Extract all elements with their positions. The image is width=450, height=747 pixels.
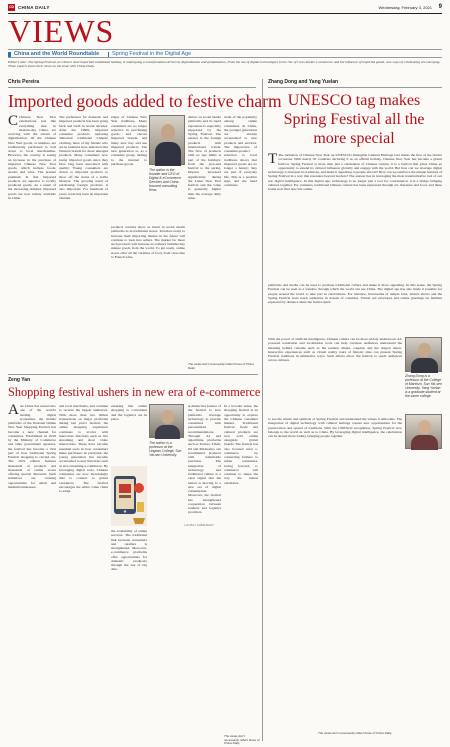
portrait-body-2 (155, 425, 180, 439)
article1-text-5: dation on social media platforms and its rapid expansion is especially supported by the Spring Festival. The answer is the foreign products with international trends. The flow of products with no age limits is part of the holidays: from the year-end festival to the spring. Imports increased significantly during the Lunar New Year festival and the value is generally higher than the average daily sales. (188, 115, 221, 200)
article1-col1 (8, 115, 56, 367)
article1-col2 (59, 115, 108, 367)
article1-col3 (111, 115, 147, 220)
article1-author-photo (149, 115, 185, 165)
article2-text-3: ensuring that online shopping is convenient and the logistics are in place. (111, 404, 147, 421)
roundtable-banner (8, 49, 442, 58)
article1-text-1: Chinese New Year celebrations, just like everything else in modern-day China, are evolving with the advent of digitalization. Of the Chinese New Year goods, or nianhuo, are traditionally purchased to boil down to local merchandise. However, the country is seeing an increase in the purchase of imported Chinese New Year goods, which include foods, snacks and wine. The present premium in that imported products are superior to locally produced goods. As a result of the increasing demand, imported goods are now widely available in China. (8, 115, 56, 200)
article3-col2 (268, 283, 442, 333)
article1-rule (8, 87, 256, 88)
portrait-body-4 (411, 435, 438, 450)
article2-col3b (111, 529, 147, 740)
article2-text-6: In a broader sense, the shopping festival is an opportunity to explore the Chinese consumer market. Traditional festival foods and cultural products are now sold online alongside global brands. The festival has also boosted rural e-commerce by connecting farmers to urban consumers. Going forward, e-commerce will continue to shape the way the nation celebrates. (224, 404, 258, 485)
dropcap-3: T (268, 153, 278, 167)
article3-col3 (268, 337, 402, 413)
section-title: VIEWS (8, 13, 115, 49)
portrait-head-2 (161, 410, 174, 424)
vertical-divider (262, 79, 263, 741)
article3-rule (268, 87, 442, 88)
article1-byline: Chris Pereira (8, 79, 40, 85)
article1-text-4: products actually show as much in social media platforms as in traditional stores. Travelers ready to increase their importing market in the future will continue to look into sellers. The market for more such products will increase as ordinary families buy unique goods from the world. To get ready, online stores offer all the varieties of food, from chocolate to French wine. (111, 225, 185, 259)
article2-footer: The views don't necessarily reflect those of China Daily. (224, 734, 260, 746)
article2-author-photo (149, 404, 184, 438)
article3-text-3: With the power of artificial intelligence, Chinese culture can be more widely understood. AI-powered translation and localization tools can help overseas audiences understand the meaning behind customs such as the reunion dinner, couplets and the dragon dance. Interactive experiences such as virtual reality tours of historic sites can present Spring Festival traditions in immersive ways. Such efforts allow the festival to reach audiences across cultures. (268, 337, 402, 363)
logo-mark: CD (8, 5, 15, 9)
banner-subtitle: Spring Festival in the Digital Age (112, 51, 192, 57)
article2-text-4: the availability of online services. The traditional link between consumers and retailers is strengthened. Moreover, e-commerce platforms offer opportunities for domestic producers through the use of big data. (111, 529, 147, 572)
article1-text-3: edges of Chinese New Year traditions. Many consumers are no longer selective in purchasing goods and choose imported brands, and many now buy and use imported products. The new generation is, as a consumer group, turning to the internet to purchase goods. (111, 115, 147, 166)
portrait-body-3 (411, 358, 438, 373)
article3-byline: Zhang Dong and Yang Yuelan (268, 79, 339, 85)
article3-col4 (268, 417, 402, 727)
photo-credit: LIU RUI / CHINA DAILY (184, 523, 214, 527)
date-line: Wednesday, February 3, 2021 (378, 5, 432, 10)
article1-col3b (111, 225, 185, 367)
article3-footer: The views don't necessarily reflect those of China Daily. (318, 731, 392, 735)
banner-bar (8, 52, 11, 57)
article1-col5 (188, 115, 221, 367)
banner-divider (108, 52, 109, 57)
left-divider (8, 374, 258, 375)
article3-text-4: to see the rituals and symbols of Spring Festival and understand the values it embodies. The integration of digital technology with cultural heritage creates new opportunities for the preservation and spread of traditions. With the UNESCO recognition, Spring Festival now belongs to the world as well as to China. By leveraging digital intelligence, the celebration can be shared more widely, bringing people together. (268, 417, 402, 438)
portrait-head-3 (418, 343, 431, 357)
editors-note: Editor's note: The Spring Festival, as China's most important traditional holiday, is undergoing a transformation driven by digitalization and globalization. From the use of digital technologies in the rise of cross-border e-commerce and the influence of imported goods, new ways of celebrating are emerging. Three experts share their views on the issue with China Daily. (8, 60, 441, 69)
article2-byline: Zeng Yan (8, 377, 31, 383)
article2-col2 (59, 404, 108, 740)
article2-col3 (111, 404, 147, 464)
article2-headline: Shopping festival ushers in new era of e-commerce (8, 385, 261, 399)
banner-title: China and the World Roundtable (14, 51, 100, 57)
article2-quote: The author is a professor at the Lingnan College, Sun Yat-sen University. (149, 441, 182, 458)
article1-text-2: The preference for domestic and imported products has been going back and forth in recent decades. After the 1990s, imported consumer products replacing 'imitation' traditional Chinese clothing, most of my friends who are in business here indicated that Western brands for more emerged products. Many consumers now prefer imported goods since they have long been associated with quality. Young consumers are drawn to imported products to show off the status of a stable lifestyle. The growing trend of purchasing foreign products is also important. For hundreds of years, trade has been an important channel. (59, 115, 108, 200)
article2-col1 (8, 404, 56, 740)
illustration (111, 466, 147, 526)
article1-text-6: trend of the popularity among online consumers. In China, the younger generation are already accustomed to new products and services. The importance of consumer-product selection to local traditions shows that imported goods are no longer a luxury; they are part of everyday life. This is a positive sign, and the trend continues. (224, 115, 257, 187)
article3-col1 (268, 153, 442, 279)
article2-text-1: As China has turned into one of the world's leading digital economies, the mobile platforms of the National Online New Year Shopping Festival has become a new channel for consumers. Established in 2019 by the Ministry of Commerce and other government agencies, the festival has become a vital part of how traditional Spring Festival shopping is carried out. The 2021 edition features thousands of products and thousands of online stores offering special discounts. Such initiatives are creating opportunities for small and medium businesses. (8, 404, 56, 489)
article2-text-2: and local merchants, and continue to receive the largest audiences. With more than two billion transactions on major platforms during last year's festival, the online shopping experience continues to evolve with innovative functions such as live streaming and short video interactions. These have become essential tools in how consumers make purchases. In particular, the young generation has become accustomed to new functions such as live-streaming e-commerce. By leveraging digital tools, Chinese companies are now increasingly able to connect to global customers. The festival encourages the entire value chain to adapt. (59, 404, 108, 493)
shopping-illustration (111, 466, 147, 526)
dropcap: C (8, 115, 19, 129)
article2-text-5: A distinctive feature of the festival is how platforms leverage technology to provide consumers with personalized recommendations. Through AI and algorithms, platforms such as Taobao, Tmall, JD and Pinduoduo can recommend products with remarkable precision. The integration of technology and traditional culture is a clear signal that the nation is moving to a new era of digital consumption. Moreover, the festival has strengthened cooperation between retailers and logistics providers. (188, 404, 221, 515)
article3-author-photo-1 (405, 337, 442, 372)
portrait-head (161, 124, 175, 140)
article3-headline: UNESCO tag makes Spring Festival all the more special (283, 92, 425, 147)
portrait-body (155, 142, 181, 166)
article3-text-2: platforms and media can be used to promote traditional culture and make it more appealing. In this sense, the Spring Festival can be seen as a window through which the world can see China. The digital age has also made it possible for people around the world to take part in celebrations. For instance, livestreams of temple fairs, lantern shows and the Spring Festival Gala reach audiences in dozens of countries. Virtual red envelopes and online greetings let families separated by distance share the festive spirit. (268, 283, 442, 304)
article1-footer: The views don't necessarily reflect those of China Daily. (188, 362, 254, 371)
article2-col6 (224, 404, 258, 734)
paper-name: CHINA DAILY (18, 5, 50, 10)
article1-quote: The author is the founder and CEO of Digital & eCommerce Services and China-focused consulting firms. (149, 168, 182, 193)
dropcap-2: A (8, 404, 19, 418)
portrait-head-4 (418, 420, 431, 434)
article3-quote: Zhang Dong is a professor at the College of Marxism, Sun Yat-sen University. Yang Yuelan is a graduate student at the same college. (405, 374, 442, 399)
article3-text-1: The inclusion of Chinese New Year on UNESCO's Intangible Cultural Heritage List marks the first of the festive occasions. With nearly 50 countries declaring it as an official holiday, Chinese New Year has become a global festival. Spring Festival is more than just a celebration of Chinese culture; it is a festival that gives China an opportunity to extend its cultural influence globally and engage with the world. But how can we leverage digital technology to interpret its traditions, and make it appealing to people abroad? How can we reinforce the unique features of Spring Festival in a way that resonates beyond borders? The answer lies in leveraging the most transformative tool of our era: digital intelligence. In this digital age, technology is no longer just a tool for convenience; it is a bridge bringing cultures together. For centuries, traditional Chinese culture has been expressed through art, literature and food, and these forms now find new life online. (268, 153, 442, 191)
article2-col5 (188, 404, 221, 740)
article1-col6 (224, 115, 257, 361)
page-number: 9 (438, 4, 442, 10)
article3-author-photo-2 (405, 414, 442, 449)
article1-headline: Imported goods added to festive charm (8, 91, 282, 111)
